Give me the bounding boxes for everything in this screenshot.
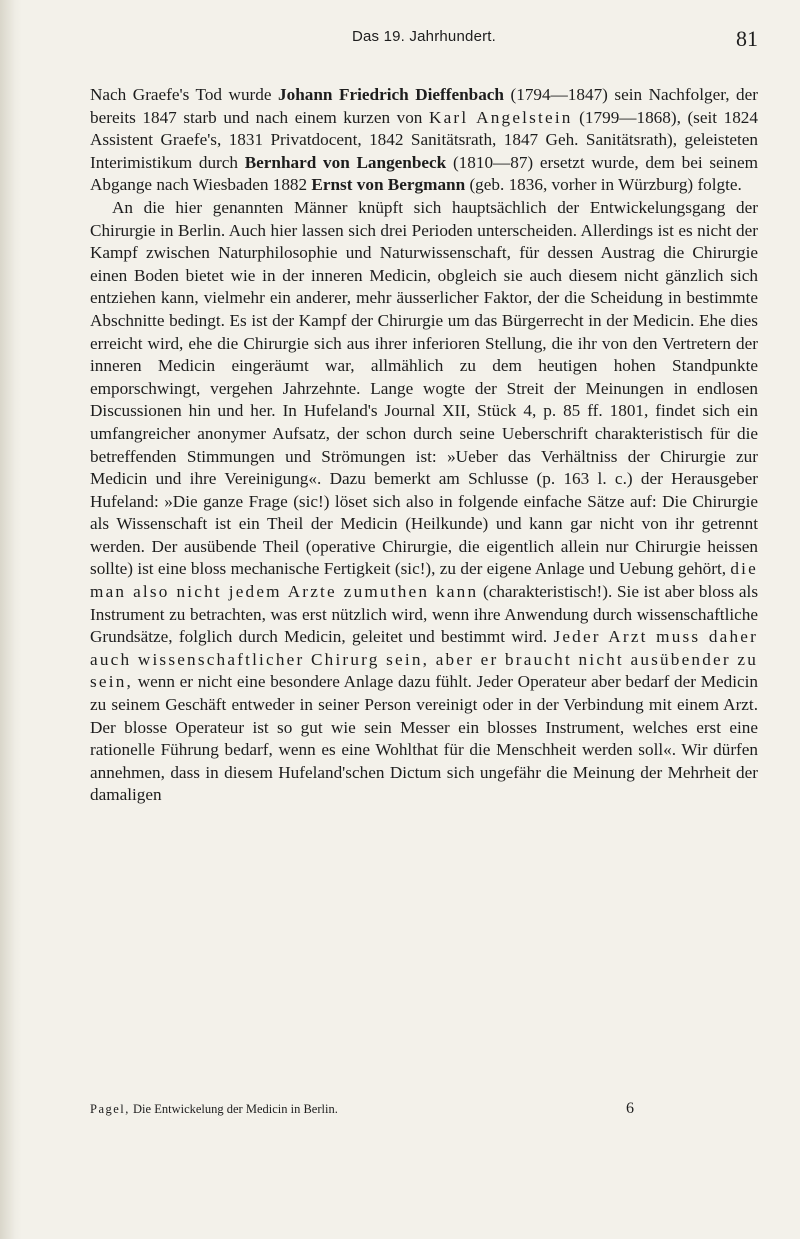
text-run: An die hier genannten Männer knüpft sich hauptsächlich der Entwickelungsgang der Chirurgie in Berlin. Auch hier lassen sich drei Perioden unterscheiden. Allerdings ist es nicht der Kampf zwischen Naturphilosophie und Naturwissenschaft, für dessen Austrag die Chirurgie einen Boden bietet wie in der inneren Medicin, obgleich sie auch diesem nicht gänzlich sich entziehen kann, vielmehr ein anderer, mehr äusserlicher Faktor, der die Scheidung in bestimmte Abschnitte bedingt. Es ist der Kampf der Chirurgie um das Bürgerrecht in der Medicin. Ehe dies erreicht wird, ehe die Chirurgie sich aus ihrer inferioren Stellung, die ihr von den Vertretern der inneren Medicin eingeräumt war, allmählich zu dem heutigen hohen Standpunkte emporschwingt, vergehen Jahrzehnte. Lange wogte der Streit der Meinungen in endlosen Discussionen hin und her. In Hufeland's Journal XII, Stück 4, p. 85 ff. 1801, findet sich ein umfangreicher anonymer Aufsatz, der schon durch seine Ueberschrift charakteristisch für die betreffenden Stimmungen und Strömungen ist: »Ueber das Verhältniss der Chirurgie zur Medicin und ihre Vereinigung«. Dazu bemerkt am Schlusse (p. 163 l. c.) der Herausgeber Hufeland: »Die ganze Frage (sic!) löset sich also in folgende einfache Sätze auf: Die Chirurgie als Wissenschaft ist ein Theil der Medicin (Heilkunde) und kann gar nicht von ihr getrennt werden. Der ausübende Theil (operative Chirurgie, die eigentlich allein nur Chirurgie heissen sollte) ist eine bloss mechanische Fertigkeit (sic!), zu der eigene Anlage und Uebung gehört,	[90, 197, 758, 579]
name-angelstein: Karl Angelstein	[428, 107, 573, 127]
binding-edge-shadow	[0, 0, 22, 1239]
name-bergmann: Ernst von Bergmann	[311, 175, 466, 195]
name-dieffenbach: Johann Friedrich Dieffenbach	[278, 85, 504, 104]
footer-citation	[90, 1102, 338, 1117]
text-run: (1810—87) ersetzt wurde, dem bei seinem Abgange nach Wiesbaden 1882	[90, 152, 759, 195]
text-run: (geb. 1836, vorher in Würzburg) folgte.	[465, 175, 742, 195]
body-text	[90, 84, 758, 807]
text-run: (1794—1847) sein Nachfolger, der bereits 1847 starb und nach einem kurzen von	[90, 85, 759, 127]
spaced-emphasis: Jeder Arzt muss daher auch wissenschaftlicher Chirurg sein, aber er braucht nicht ausübender zu sein,	[90, 627, 759, 692]
sheet-signature: 6	[626, 1100, 634, 1117]
paragraph-2	[90, 197, 758, 807]
spaced-emphasis: die man also nicht jedem Arzte zumuthen kann	[90, 559, 758, 602]
text-run: wenn er nicht eine besondere Anlage dazu fühlt. Jeder Operateur aber bedarf der Medicin zu seinem Geschäft entweder in seiner Person vereinigt oder in der Verbindung mit einem Arzt. Der blosse Operateur ist so gut wie sein Messer ein blosses Instrument, welches erst eine rationelle Führung bedarf, wenn es eine Wohlthat für die Menschheit werden soll«. Wir dürfen annehmen, dass in diesem Hufeland'schen Dictum sich ungefähr die Meinung der Mehrheit der damaligen	[90, 672, 758, 805]
page-footer	[90, 1102, 758, 1124]
paragraph-1	[90, 84, 758, 197]
text-run: Nach Graefe's Tod wurde	[90, 85, 279, 104]
footer-book-title: Die Entwickelung der Medicin in Berlin.	[129, 1102, 338, 1116]
footer-author: Pagel,	[90, 1102, 130, 1116]
running-title: Das 19. Jahrhundert.	[351, 28, 497, 45]
text-run: (1799—1868), (seit 1824 Assistent Graefe's, 1831 Privatdocent, 1842 Sanitätsrath, 1847 Geh. Sanitätsrath), geleisteten Interimistikum durch	[90, 107, 758, 172]
name-langenbeck: Bernhard von Langenbeck	[244, 152, 447, 172]
page-header	[90, 26, 758, 66]
page-number: 81	[736, 26, 758, 51]
text-run: (charakteristisch!). Sie ist aber bloss als Instrument zu betrachten, was erst nützlich wird, wenn ihre Anwendung durch wissenschaftliche Grundsätze, folglich durch Medicin, geleitet und bestimmt wird.	[90, 582, 759, 647]
